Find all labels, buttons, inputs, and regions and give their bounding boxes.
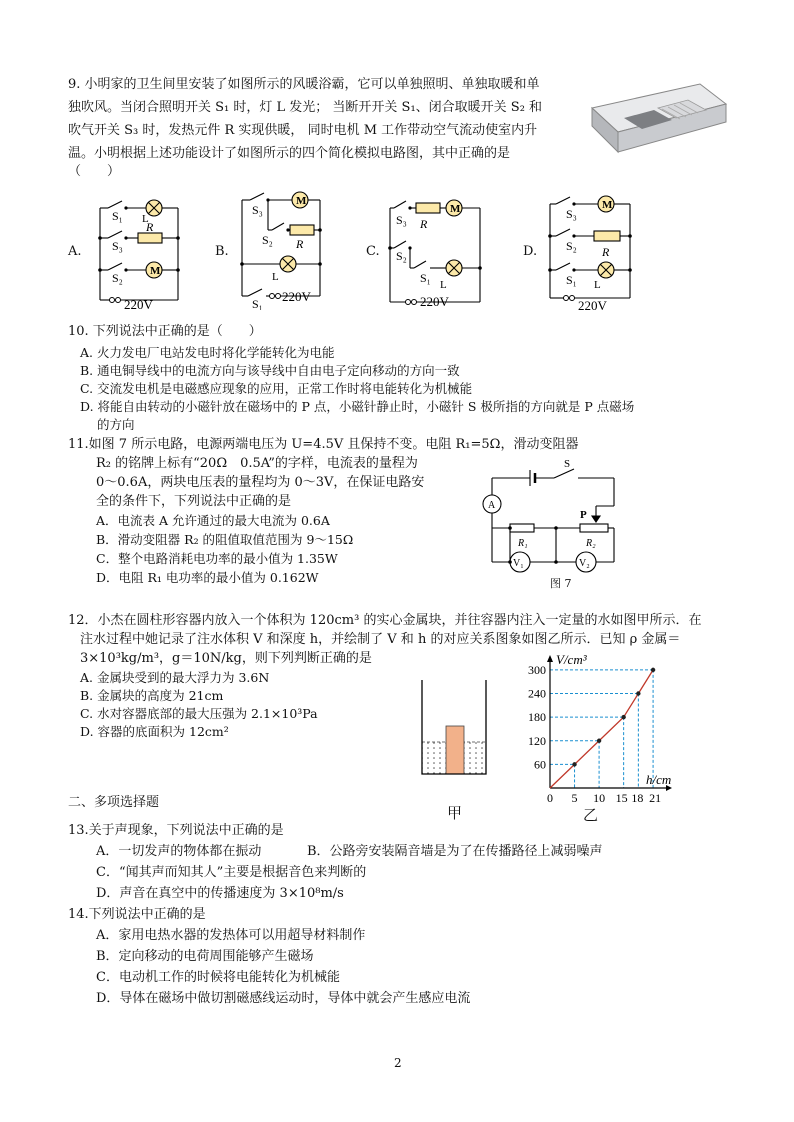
q13-option-d: D．声音在真空中的传播速度为 3×10⁸m/s [96, 886, 344, 901]
q12-line-2: 注水过程中她记录了注水体积 V 和深度 h，并绘制了 V 和 h 的对应关系图象如图乙所示．已知 ρ 金属＝ [80, 632, 681, 647]
q10-option-d: D. 将能自由转动的小磁针放在磁场中的 P 点，小磁针静止时，小磁针 S 极所指的方向就是 P 点磁场 [80, 399, 635, 414]
x-tick-label: 21 [649, 791, 662, 802]
x-tick-label: 15 [615, 791, 628, 802]
s1-label: S₁ [566, 273, 577, 287]
s1-label: S₁ [252, 297, 263, 310]
motor-label: M [602, 199, 613, 211]
r2-label: R₂ [586, 538, 596, 549]
series-line [550, 670, 653, 788]
motor-label: M [296, 195, 307, 207]
q12-option-b: B. 金属块的高度为 21cm [80, 688, 224, 703]
s3-label: S₃ [112, 239, 123, 253]
y-tick-label: 300 [528, 662, 546, 677]
y-tick-label: 240 [528, 686, 546, 701]
option-a-label: A. [68, 244, 82, 259]
voltage-label: 220V [124, 297, 153, 312]
option-c-label: C. [366, 244, 380, 259]
y-axis-arrow [547, 655, 553, 662]
q14-option-a: A．家用电热水器的发热体可以用超导材料制作 [96, 928, 366, 943]
q12-line-3: 3×10³kg/m³，g＝10N/kg，则下列判断正确的是 [80, 651, 372, 666]
x-tick-label: 0 [547, 791, 553, 802]
r-label: R [602, 245, 610, 259]
data-point [572, 762, 576, 766]
q11-option-b: B．滑动变阻器 R₂ 的阻值取值范围为 9～15Ω [96, 532, 354, 547]
q11-line-2: R₂ 的铭牌上标有“20Ω 0.5A”的字样，电流表的量程为 [96, 456, 418, 471]
q9-line-1: 9. 小明家的卫生间里安装了如图所示的风暖浴霸，它可以单独照明、单独取暖和单 [68, 77, 540, 92]
figure-7-circuit [480, 458, 626, 592]
q12-option-a: A. 金属块受到的最大浮力为 3.6N [80, 670, 270, 685]
option-d-label: D. [523, 244, 538, 259]
circuit-d [540, 190, 640, 314]
q10-option-b: B. 通电铜导线中的电流方向与该导线中自由电子定向移动的方向一致 [80, 363, 460, 378]
y-axis-title: V/cm³ [556, 652, 587, 667]
s3-label: S₃ [252, 203, 263, 217]
y-tick-label: 180 [528, 710, 546, 725]
motor-label: M [450, 203, 461, 215]
data-point [597, 739, 601, 743]
x-tick-label: 10 [593, 791, 606, 802]
voltmeter-1-label: V₁ [513, 558, 524, 569]
q11-line-1: 11.如图 7 所示电路，电源两端电压为 U=4.5V 且保持不变。电阻 R₁=5Ω，滑动变阻器 [68, 437, 579, 452]
q9-blank: （ ） [68, 164, 121, 179]
x-axis-title: h/cm [646, 772, 672, 787]
q11-line-3: 0～0.6A，两块电压表的量程均为 0～3V，在保证电路安 [96, 475, 425, 490]
figure-7-caption: 图 7 [550, 577, 572, 590]
q13-option-b: B．公路旁安装隔音墙是为了在传播路径上减弱噪声 [307, 844, 603, 859]
section-2-heading: 二、多项选择题 [68, 795, 160, 810]
motor-label: M [150, 265, 161, 277]
q12-option-c: C. 水对容器底部的最大压强为 2.1×10³Pa [80, 706, 318, 721]
r-label: R [420, 217, 428, 231]
r-label: R [296, 237, 304, 251]
slider-p-label: P [580, 509, 587, 521]
figure-jia-label: 甲 [447, 804, 463, 822]
bath-heater-photo [588, 74, 728, 160]
figure-yi-chart [516, 652, 676, 802]
q10-option-a: A. 火力发电厂电站发电时将化学能转化为电能 [80, 345, 335, 360]
s2-label: S₂ [112, 271, 123, 285]
voltmeter-2-label: V₂ [579, 558, 590, 569]
circuit-c [380, 192, 492, 316]
data-point [651, 668, 655, 672]
s1-label: S₁ [420, 271, 431, 285]
r-label: R [146, 220, 154, 234]
voltage-label: 220V [420, 294, 449, 309]
r1-label: R₁ [518, 538, 528, 549]
circuit-a [90, 190, 190, 314]
q13-option-c: C．“闻其声而知其人”主要是根据音色来判断的 [96, 865, 367, 880]
s1-label: S₁ [112, 209, 123, 223]
lamp-label: L [594, 279, 601, 291]
x-tick-label: 18 [631, 791, 644, 802]
y-tick-label: 60 [534, 757, 546, 772]
q10-option-d-cont: 的方向 [97, 417, 135, 432]
q10-stem: 10. 下列说法中正确的是（ ） [68, 324, 262, 339]
s2-label: S₂ [262, 233, 273, 247]
page-number: 2 [394, 1056, 402, 1070]
q13-stem: 13.关于声现象，下列说法中正确的是 [68, 823, 284, 838]
switch-s-label: S [564, 458, 571, 470]
q12-line-1: 12．小杰在圆柱形容器内放入一个体积为 120cm³ 的实心金属块，并往容器内注入一定量的水如图甲所示．在 [68, 613, 702, 628]
figure-jia-container [414, 676, 494, 780]
q11-option-c: C．整个电路消耗电功率的最小值为 1.35W [96, 551, 338, 566]
s2-label: S₂ [396, 249, 407, 263]
q14-stem: 14.下列说法中正确的是 [68, 907, 206, 922]
q9-line-2: 独吹风。当闭合照明开关 S₁ 时，灯 L 发光； 当断开开关 S₁、闭合取暖开关 S₂ 和 [68, 100, 543, 115]
voltage-label: 220V [282, 289, 311, 304]
y-tick-label: 120 [528, 733, 546, 748]
circuit-b [232, 186, 332, 310]
q11-option-a: A．电流表 A 允许通过的最大电流为 0.6A [96, 513, 330, 528]
lamp-label: L [142, 213, 149, 225]
q11-option-d: D．电阻 R₁ 电功率的最小值为 0.162W [96, 570, 319, 585]
q14-option-c: C．电动机工作的时候将电能转化为机械能 [96, 970, 340, 985]
lamp-label: L [440, 279, 447, 291]
q14-option-b: B．定向移动的电荷周围能够产生磁场 [96, 949, 314, 964]
data-point [621, 715, 625, 719]
ammeter-label: A [488, 500, 496, 511]
data-point [636, 691, 640, 695]
s3-label: S₃ [566, 207, 577, 221]
s3-label: S₃ [396, 213, 407, 227]
voltage-label: 220V [578, 298, 607, 313]
s2-label: S₂ [566, 239, 577, 253]
figure-yi-label: 乙 [583, 806, 599, 824]
lamp-label: L [272, 271, 279, 283]
option-b-label: B. [215, 244, 229, 259]
x-tick-label: 5 [571, 791, 578, 802]
q11-line-4: 全的条件下，下列说法中正确的是 [96, 494, 292, 509]
q13-option-a: A．一切发声的物体都在振动 [96, 844, 262, 859]
q14-option-d: D．导体在磁场中做切割磁感线运动时，导体中就会产生感应电流 [96, 991, 471, 1006]
q9-line-4: 温。小明根据上述功能设计了如图所示的四个简化模拟电路图，其中正确的是 [68, 146, 511, 161]
q10-option-c: C. 交流发电机是电磁感应现象的应用，正常工作时将电能转化为机械能 [80, 381, 473, 396]
q9-line-3: 吹气开关 S₃ 时，发热元件 R 实现供暖， 同时电机 M 工作带动空气流动使室内升 [68, 123, 538, 138]
q12-option-d: D. 容器的底面积为 12cm² [80, 724, 229, 739]
